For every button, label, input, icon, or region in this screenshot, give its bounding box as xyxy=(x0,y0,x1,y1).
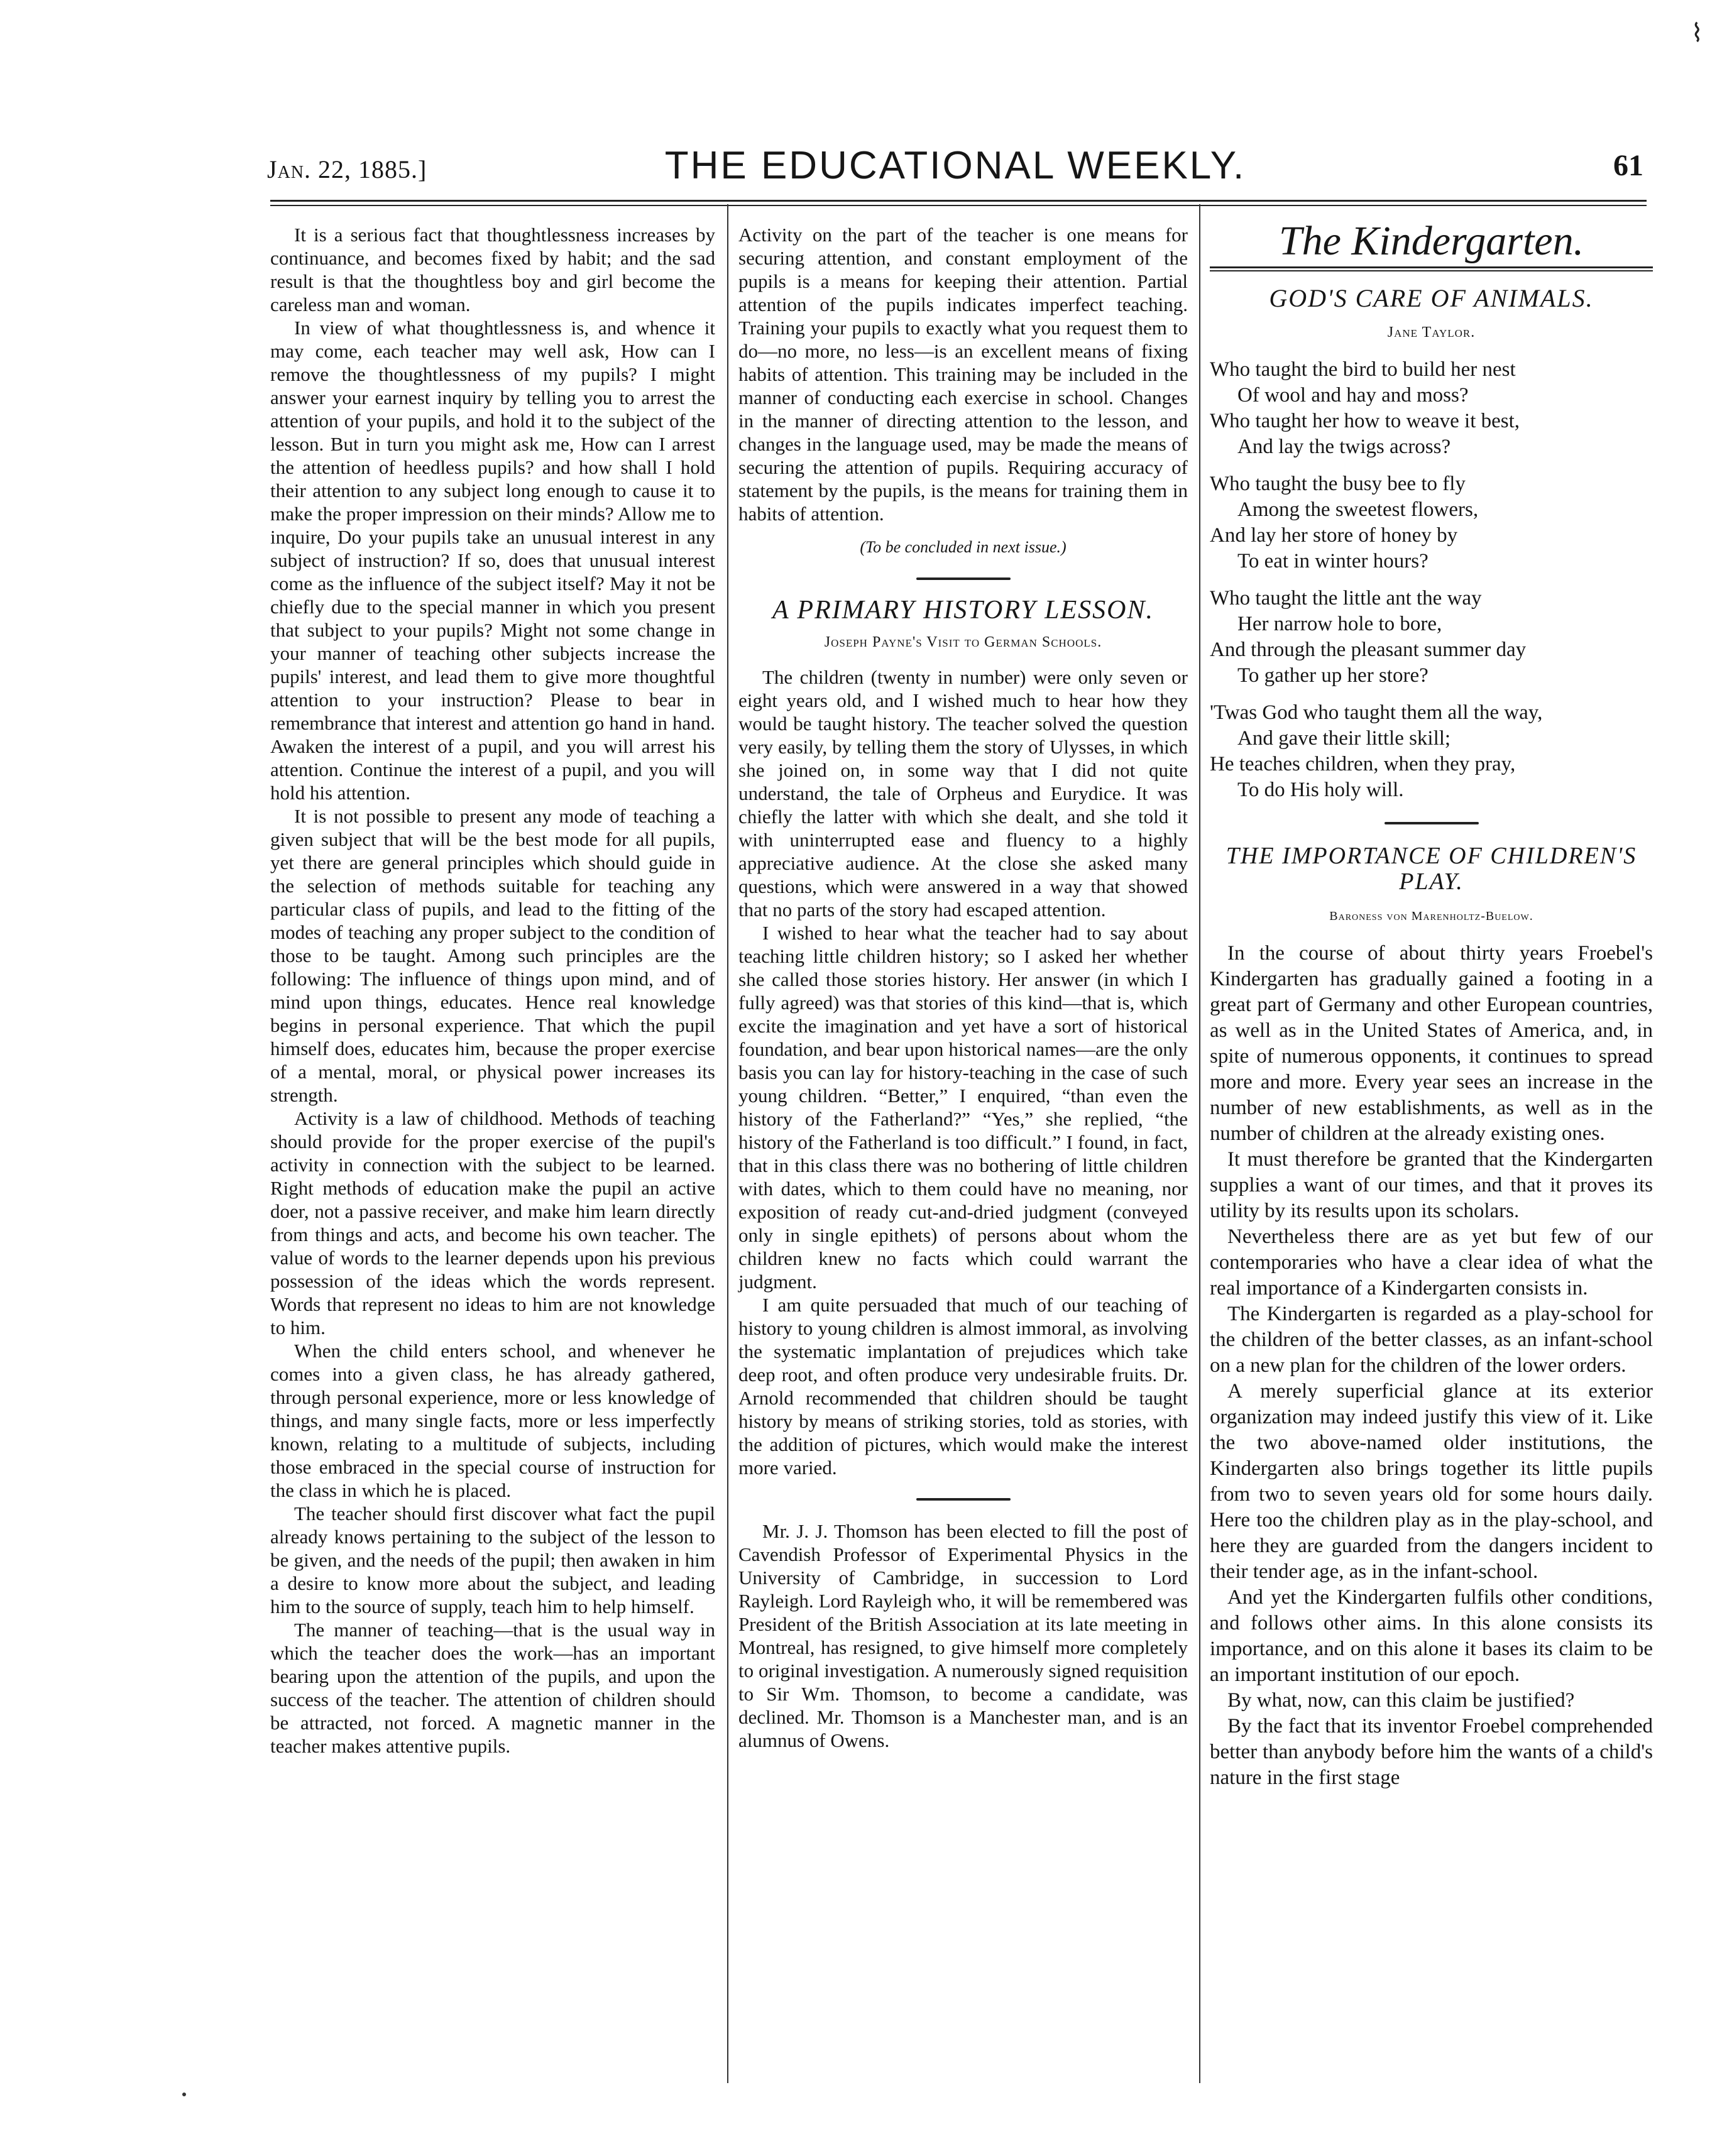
article-byline: Joseph Payne's Visit to German Schools. xyxy=(824,634,1102,650)
poem-line: To eat in winter hours? xyxy=(1237,550,1429,572)
paragraph: It is a serious fact that thoughtlessness increases by continuance, and becomes fixed by habit; and the sad result is that the thoughtless boy and girl become the careless man and woman. xyxy=(270,224,715,315)
paragraph: A merely superficial glance at its exterior organization may indeed justify this view of it. Like the two above-named older institutions, the Kindergarten also brings together its little pupils from two to seven years old for some hours daily. Here too the children play as in the play-school, and here they are guarded from the dangers incident to their tender age, as in the infant-school. xyxy=(1210,1380,1653,1583)
poem-stanza xyxy=(1210,586,1653,689)
article-byline: Baroness von Marenholtz-Buelow. xyxy=(1329,909,1533,923)
poem-line: Who taught her how to weave it best, xyxy=(1210,410,1520,432)
poem-stanza xyxy=(1210,357,1653,460)
column-divider-1 xyxy=(727,204,728,2083)
paragraph: I wished to hear what the teacher had to say about teaching little children history; so I asked her whether she called those stories history. Her answer (in which I fully agreed) was that stories of this kind—that is, which excite the imagination and yet have a sort of historical foundation, and bear upon historical names—are the only basis you can lay for history-teaching in the case of such young children. “Better,” I enquired, “than even the history of the Fatherland?” “Yes,” she replied, “the history of the Fatherland is too difficult.” I found, in fact, that in this class there was no bothering of little children with dates, which to them could have no meaning, nor exposition of ready cut-and-dried judgment (conveyed only in single epithets) of persons about whom the children knew no facts which could warrant the judgment. xyxy=(738,922,1188,1293)
column-2 xyxy=(738,223,1188,1752)
paragraph: And yet the Kindergarten fulfils other conditions, and follows other aims. In this alone consists its importance, and on this alone it bases its claim to be an important institution of our epoch. xyxy=(1210,1586,1653,1686)
header-rule-top xyxy=(270,200,1647,202)
poem-line: 'Twas God who taught them all the way, xyxy=(1210,701,1543,724)
section-divider xyxy=(916,1498,1011,1501)
poem-line: And through the pleasant summer day xyxy=(1210,638,1527,661)
column-3 xyxy=(1210,218,1653,1791)
paragraph: In the course of about thirty years Froebel's Kindergarten has gradually gained a footing in a great part of Germany and other European countries, as well as in the United States of America, and, in spite of numerous opponents, it continues to spread more and more. Every year sees an increase in the number of new establishments, as well as in the number of children at the already existing ones. xyxy=(1210,942,1653,1145)
poem-line: Among the sweetest flowers, xyxy=(1237,498,1479,521)
paragraph: The teacher should first discover what fact the pupil already knows pertaining to the subject of the lesson to be given, and the needs of the pupil; then awaken in him a desire to know more about the subject, and leading him to the source of supply, teach him to help himself. xyxy=(270,1502,715,1617)
paragraph: The children (twenty in number) were only seven or eight years old, and I wished much to hear how they would be taught history. The teacher solved the question very easily, by telling them the story of Ulysses, in which she joined on, in some way that I did not quite understand, the tale of Orpheus and Eurydice. It was chiefly the latter with which she dealt, and she told it with uninterrupted ease and fluency to a highly appreciative audience. At the close she asked many questions, which were answered in a way that showed that no parts of the story had escaped attention. xyxy=(738,666,1188,921)
column-1 xyxy=(270,223,715,1758)
paragraph: In view of what thoughtlessness is, and whence it may come, each teacher may well ask, How can I remove the thoughtlessness of my pupils? I might answer your earnest inquiry by telling you to arrest the attention of your pupils, and hold it to the subject of the lesson. But in turn you might ask me, How can I arrest the attention of heedless pupils? and how shall I hold their attention to any subject long enough to cause it to make the proper impression on their minds? Allow me to inquire, Do your pupils take an unusual interest in any subject of instruction? If so, does that unusual interest come as the influence of the subject itself? May it not be chiefly due to the special manner in which you present that subject to your pupils? Might not some change in your manner of teaching other subjects increase the pupils' interest, and lead them to give more thoughtful attention to your instruction? Please to bear in remembrance that interest and attention go hand in hand. Awaken the interest of a pupil, and you will arrest his attention. Continue the interest of a pupil, and you will hold his attention. xyxy=(270,317,715,804)
paragraph: Activity is a law of childhood. Methods of teaching should provide for the proper exercise of the pupil's activity in connection with the subject to be learned. Right methods of education make the pupil an active doer, not a passive receiver, and make him learn directly from things and acts, and become his own teacher. The value of words to the learner depends upon his previous possession of the ideas which the words represent. Words that represent no ideas to him are not knowledge to him. xyxy=(270,1107,715,1338)
publication-title: THE EDUCATIONAL WEEKLY. xyxy=(664,144,1246,187)
poem-line: Who taught the busy bee to fly xyxy=(1210,473,1466,495)
paragraph: By what, now, can this claim be justified? xyxy=(1227,1689,1575,1712)
article-title: THE IMPORTANCE OF CHILDREN'S PLAY. xyxy=(1226,843,1637,895)
article-title: A PRIMARY HISTORY LESSON. xyxy=(772,596,1154,625)
news-item: Mr. J. J. Thomson has been elected to fill the post of Cavendish Professor of Experimental Physics in the University of Cambridge, in succession to Lord Rayleigh. Lord Rayleigh who, it will be remembered was President of the British Association at its late meeting in Montreal, has resigned, to give himself more completely to original investigation. A numerously signed requisition to Sir Wm. Thomson, to become a candidate, was declined. Mr. Thomson is a Manchester man, and is an alumnus of Owens. xyxy=(738,1520,1188,1751)
issue-date: Jan. 22, 1885.] xyxy=(267,155,427,183)
section-title: The Kindergarten. xyxy=(1278,218,1584,264)
paragraph: Nevertheless there are as yet but few of our contemporaries who have a clear idea of what the real importance of a Kindergarten consists in. xyxy=(1210,1225,1653,1300)
edge-mark: ⌇ xyxy=(1691,19,1703,48)
poem-line: Who taught the little ant the way xyxy=(1210,587,1482,610)
poem-stanza xyxy=(1210,700,1653,803)
poem-title: GOD'S CARE OF ANIMALS. xyxy=(1269,284,1594,312)
poem-line: Who taught the bird to build her nest xyxy=(1210,358,1516,381)
print-speck xyxy=(182,2093,186,2096)
header-rule-bottom xyxy=(270,205,1647,206)
column-divider-2 xyxy=(1199,204,1200,2083)
paragraph: It is not possible to present any mode of teaching a given subject that will be the best mode for all pupils, yet there are general principles which should guide in the selection of methods suitable for teaching any particular class of pupils, and lead to the fitting of the modes of teaching any proper subject to the condition of those to be taught. Among such principles are the following: The influence of things upon mind, and of mind upon things, educates. Hence real knowledge begins in personal experience. That which the pupil himself does, educates him, because the proper exercise of a mental, moral, or physical power increases its strength. xyxy=(270,805,715,1106)
section-rule xyxy=(1210,266,1653,271)
paragraph: I am quite persuaded that much of our teaching of history to young children is almost immoral, as involving the systematic implantation of prejudices which take deep root, and often produce very undesirable fruits. Dr. Arnold recommended that children should be taught history by means of striking stories, told as stories, with the addition of pictures, which would make the interest more varied. xyxy=(738,1294,1188,1479)
paragraph: The Kindergarten is regarded as a play-school for the children of the better classes, as an infant-school on a new plan for the children of the lower orders. xyxy=(1210,1303,1653,1377)
section-divider xyxy=(916,577,1011,580)
paragraph: When the child enters school, and whenever he comes into a given class, he has already gathered, through personal experience, more or less knowledge of things, and many single facts, more or less imperfectly known, relating to a multitude of subjects, including those embraced in the special course of instruction for the class in which he is placed. xyxy=(270,1340,715,1501)
poem-line: To do His holy will. xyxy=(1237,779,1404,801)
page-number: 61 xyxy=(1613,149,1643,182)
paragraph: By the fact that its inventor Froebel comprehended better than anybody before him the wants of a child's nature in the first stage xyxy=(1210,1715,1653,1789)
continuation-note: (To be concluded in next issue.) xyxy=(860,538,1067,556)
poem-line: He teaches children, when they pray, xyxy=(1210,753,1516,775)
page-header xyxy=(267,143,1643,194)
paragraph: The manner of teaching—that is the usual way in which the teacher does the work—has an important bearing upon the attention of the pupils, and upon the success of the teacher. The attention of children should be attracted, not forced. A magnetic manner in the teacher makes attentive pupils. xyxy=(270,1619,715,1757)
poem-line: Of wool and hay and moss? xyxy=(1237,384,1469,407)
continued-paragraph: Activity on the part of the teacher is one means for securing attention, and constant employment of the pupils is a means for keeping their attention. Partial attention of the pupils indicates imperfect teaching. Training your pupils to exactly what you request them to do—no more, no less—is an excellent means of fixing habits of attention. This training may be included in the manner of conducting each exercise in school. Changes in the manner of directing attention to the lesson, and changes in the language used, may be made the means of securing the attention of pupils. Requiring accuracy of statement by the pupils, is the means for training them in habits of attention. xyxy=(738,224,1188,525)
poem-stanza xyxy=(1210,471,1653,574)
section-divider xyxy=(1385,822,1479,824)
poem-author: Jane Taylor. xyxy=(1387,324,1476,341)
paragraph: It must therefore be granted that the Kindergarten supplies a want of our times, and that it proves its utility by its results upon its scholars. xyxy=(1210,1148,1653,1222)
poem-line: And gave their little skill; xyxy=(1237,727,1451,750)
poem-line: And lay her store of honey by xyxy=(1210,524,1458,547)
poem-line: Her narrow hole to bore, xyxy=(1237,613,1442,635)
poem-line: And lay the twigs across? xyxy=(1237,435,1451,458)
poem-line: To gather up her store? xyxy=(1237,664,1429,687)
